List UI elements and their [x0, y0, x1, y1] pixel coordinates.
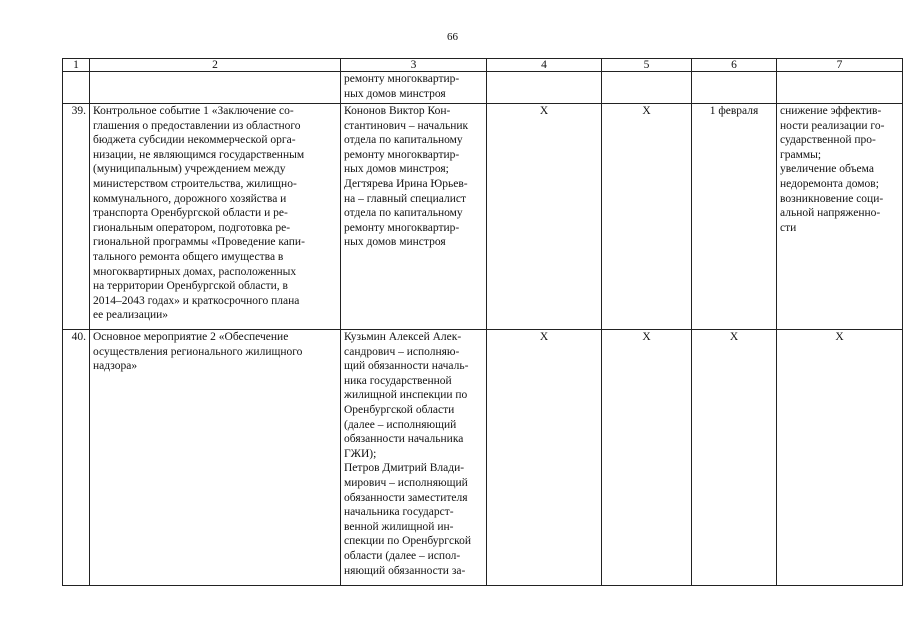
column-header: 2	[90, 59, 341, 72]
column-numbers-row	[63, 59, 903, 72]
column-header: 3	[341, 59, 487, 72]
col5-cell: X	[602, 104, 692, 330]
column-header: 7	[777, 59, 903, 72]
column-header: 5	[602, 59, 692, 72]
column-header: 6	[692, 59, 777, 72]
description-cell: Основное мероприятие 2 «Обеспечение осуществления регионального жилищного надзора»	[90, 330, 341, 586]
row-number: 40.	[63, 330, 90, 586]
page-number: 66	[447, 31, 458, 43]
date-cell: 1 февраля	[692, 104, 777, 330]
table-row	[63, 104, 903, 330]
table-row	[63, 330, 903, 586]
continuation-responsible-cell: ремонту многоквартир- ных домов минстроя	[341, 72, 487, 104]
responsible-cell: Кузьмин Алексей Алек- сандрович – исполняю- щий обязанности началь- ника государственной жилищной инспекции по Оренбургской области (далее – исполняющий обязанности начальника ГЖИ); Петров Дмитрий Влади- мирович – исполняющий обязанности заместителя начальника государст- венной жилищной ин- спекции по Оренбургской области (далее – испол- няющий обязанности за-	[341, 330, 487, 586]
plan-table	[62, 58, 903, 586]
col4-cell: X	[487, 104, 602, 330]
responsible-cell: Кононов Виктор Кон- стантинович – начальник отдела по капитальному ремонту многоквартир- ных домов минстроя; Дегтярева Ирина Юрьев- на – главный специалист отдела по капитальному ремонту многоквартир- ных домов минстроя	[341, 104, 487, 330]
row-number: 39.	[63, 104, 90, 330]
consequences-cell: X	[777, 330, 903, 586]
col4-cell: X	[487, 330, 602, 586]
column-header: 1	[63, 59, 90, 72]
consequences-cell: снижение эффектив- ности реализации го- сударственной про- граммы; увеличение объема недоремонта домов; возникновение соци- альной напряженно- сти	[777, 104, 903, 330]
date-cell: X	[692, 330, 777, 586]
col5-cell: X	[602, 330, 692, 586]
description-cell: Контрольное событие 1 «Заключение со- глашения о предоставлении из областного бюджета субсидии некоммерческой орга- низации, не являющимся государственным (муниципальным) учреждением между министерством строительства, жилищно- коммунального, дорожного хозяйства и транспорта Оренбургской области и ре- гиональным оператором, подготовка ре- гиональной программы «Проведение капи- тального ремонта общего имущества в многоквартирных домах, расположенных на территории Оренбургской области, в 2014–2043 годах» и краткосрочного плана ее реализации»	[90, 104, 341, 330]
continuation-row	[63, 72, 903, 104]
column-header: 4	[487, 59, 602, 72]
